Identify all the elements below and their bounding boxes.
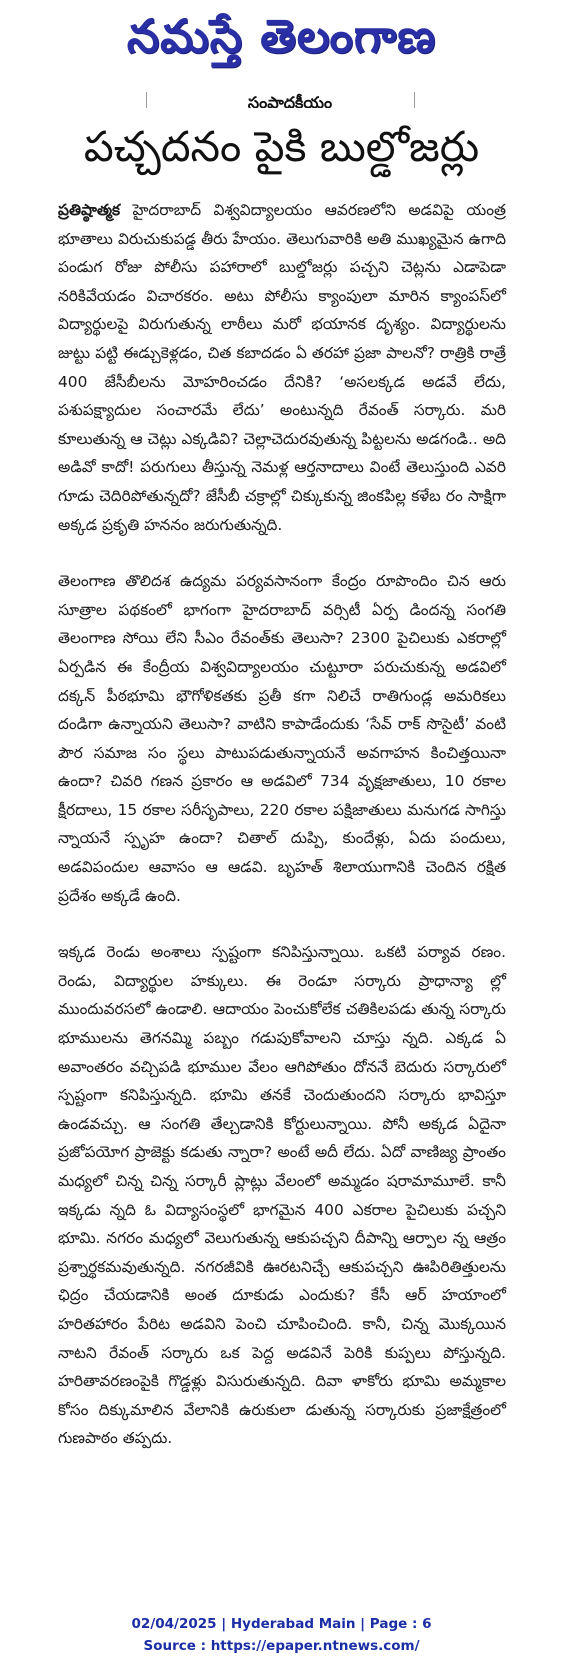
masthead <box>0 0 563 82</box>
article-body <box>58 196 506 1453</box>
article-headline: పచ్చదనం పైకి బుల్డోజర్లు <box>83 122 480 171</box>
kicker-divider-right <box>414 92 415 108</box>
lead-word: ప్రతిష్ఠాత్మక <box>58 201 121 219</box>
page-footer <box>0 1613 563 1657</box>
footer-date-edition: 02/04/2025 | Hyderabad Main | Page : 6 <box>131 1616 432 1632</box>
newspaper-logo-title: నమస్తే తెలంగాణ <box>126 9 437 63</box>
article-paragraph-3: ఇక్కడ రెండు అంశాలు స్పష్టంగా కనిపిస్తున్నాయి. ఒకటి పర్యావ రణం. రెండు, విద్యార్థుల హక్కులు. ఈ రెండూ సర్కారు ప్రాధాన్యా ల్లో ముందువరసలో ఉండాలి. ఆదాయం పెంచుకోలేక చతికిలపడు తున్న సర్కారు భూములను తెగనమ్మి పబ్బం గడుపుకోవాలని చూస్తు న్నది. ఎక్కడ ఏ అవాంతరం వచ్చిపడి భూముల వేలం ఆగిపోతుం దోననే బెదురు సర్కారులో స్పష్టంగా కనిపిస్తున్నది. భూమి తనకే చెందుతుందని సర్కారు భావిస్తూ ఉండవచ్చు. ఆ సంగతి తేల్చడానికి కోర్టులున్నాయి. పోనీ అక్కడ ఏదైనా ప్రజోపయోగ ప్రాజెక్టు కడుతు న్నారా? అంటే అదీ లేదు. ఏదో వాణిజ్య ప్రాంతం మధ్యలో చిన్న చిన్న సర్కారీ ప్లాట్లు వేలంలో అమ్మడం షరామామూలే. కానీ ఇక్కడు న్నది ఓ విద్యాసంస్థలో భాగమైన 400 ఎకరాల పైచిలుకు పచ్చని భూమి. నగరం మధ్యలో వెలుగుతున్న ఆకుపచ్చని దీపాన్ని ఆర్పాల న్న ఆత్రం ప్రశ్నార్థకమవుతున్నది. నగరజీవికి ఊరటనిచ్చే ఆకుపచ్చని ఊపిరితిత్తులను ఛిద్రం చేయడానికి అంత దూకుడు ఎందుకు? కేసీ ఆర్ హయాంలో హరితహారం పేరిట అడవిని పెంచి చూపించింది. కానీ, చిన్న మొక్కయిన నాటని రేవంత్ సర్కారు ఒక పెద్ద అడవినే పెరికి కుప్పలు పోస్తున్నది. హరితావరణంపైకి గొడ్డళ్లు విసురుతున్నది. దివా ళాకోరు భూమి అమ్మకాల కోసం దిక్కుమాలిన వేలానికి ఉరుకులా డుతున్న సర్కారుకు ప్రజాక్షేత్రంలో గుణపాఠం తప్పదు. <box>58 943 506 1448</box>
section-kicker: సంపాదకీయం <box>247 93 333 108</box>
paragraph-1-text: హైదరాబాద్ విశ్వవిద్యాలయం ఆవరణలోని అడవిపై యంత్ర భూతాలు విరుచుకుపడ్డ తీరు హేయం. తెలుగువారికి అతి ముఖ్యమైన ఉగాది పండుగ రోజు పోలీసు పహారాలో బుల్డోజర్లు పచ్చని చెట్లను ఎడాపెడా నరికివేయడం విచారకరం. అటు పోలీసు క్యాంపులా మారిన క్యాంపస్‌లో విద్యార్థులపై విరుగుతున్న లాఠీలు మరో భయానక దృశ్యం. విద్యార్థులను జుట్టు పట్టి ఈడ్చుకెళ్లడం, చిత కబాదడం ఏ తరహా ప్రజా పాలనో? రాత్రికి రాత్రే 400 జేసీబీలను మోహరించడం దేనికి? ‘అసలక్కడ అడవే లేదు, పశుపక్ష్యాదుల సంచారమే లేదు’ అంటున్నది రేవంత్ సర్కారు. మరి కూలుతున్న ఆ చెట్లు ఎక్కడివి? చెల్లాచెదురవుతున్న పిట్టలను అడగండి.. అది అడివో కాదో! పరుగులు తీస్తున్న నెమళ్ల ఆర్తనాదాలు వింటే తెలుస్తుంది ఎవరి గూడు చెదిరిపోతున్నదో? జేసీబీ చక్రాల్లో చిక్కుకున్న జింకపిల్ల కళేబ రం సాక్షిగా అక్కడ ప్రకృతి హననం జరుగుతున్నది. <box>58 201 506 534</box>
article-paragraph-1 <box>58 196 506 539</box>
article-paragraph-2: తెలంగాణ తొలిదశ ఉద్యమ పర్యవసానంగా కేంద్రం రూపొందిం చిన ఆరు సూత్రాల పథకంలో భాగంగా హైదరాబాద్ వర్సిటీ ఏర్ప డిందన్న సంగతి తెలంగాణ సోయి లేని సీఎం రేవంత్‌కు తెలుసా? 2300 పైచిలుకు ఎకరాల్లో ఏర్పడిన ఈ కేంద్రీయ విశ్వవిద్యాలయం చుట్టూరా పరుచుకున్న అడవిలో దక్కన్ పీఠభూమి భౌగోళికతకు ప్రతీ కగా నిలిచే రాతిగుండ్ల అమరికలు దండిగా ఉన్నాయని తెలుసా? వాటిని కాపాడేందుకు ‘సేవ్ రాక్ సొసైటీ’ వంటి పౌర సమాజ సం స్థలు పాటుపడుతున్నాయనే అవగాహన కించిత్తయినా ఉందా? చివరి గణన ప్రకారం ఆ అడవిలో 734 వృక్షజాతులు, 10 రకాల క్షీరదాలు, 15 రకాల సరీసృపాలు, 220 రకాల పక్షిజాతులు మనుగడ సాగిస్తు న్నాయనే స్పృహ ఉందా? చితాల్ దుప్పి, కుందేళ్లు, ఏదు పందులు, అడవిపందుల ఆవాసం ఆ ఆడవి. బృహత్ శిలాయుగానికి చెందిన రక్షిత ప్రదేశం అక్కడే ఉంది. <box>58 572 506 905</box>
footer-source: Source : https://epaper.ntnews.com/ <box>143 1638 420 1654</box>
